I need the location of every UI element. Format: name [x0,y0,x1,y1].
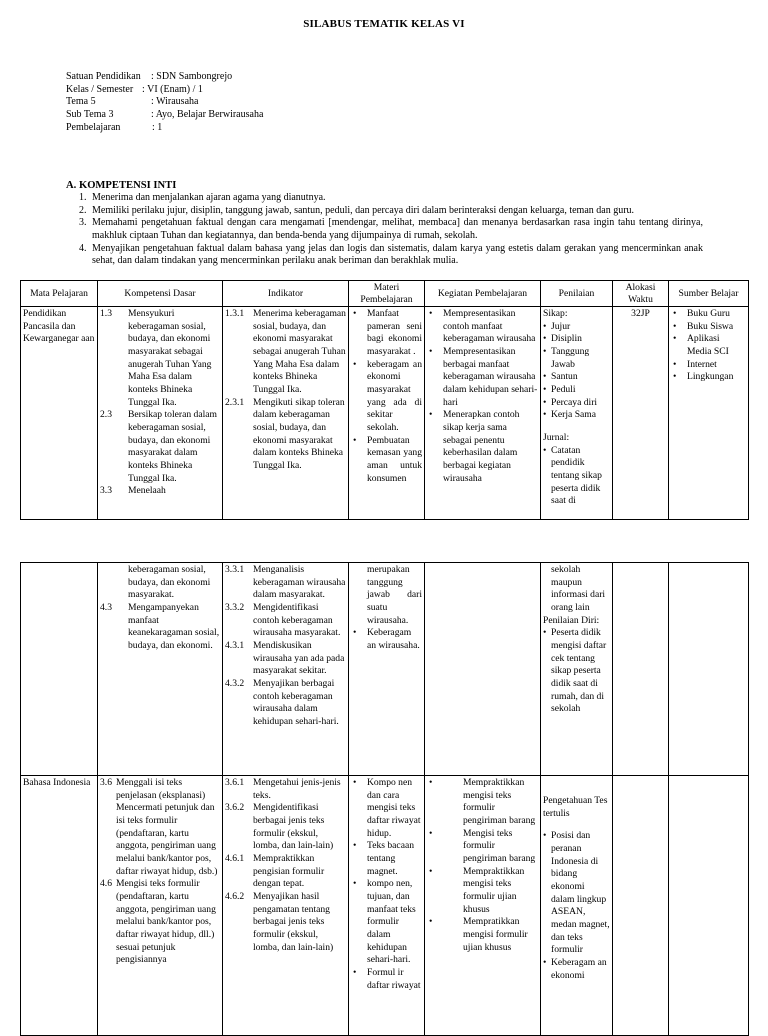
col-header-penilaian: Penilaian [541,281,613,307]
indikator-num: 1.3.1 [225,308,245,319]
mapel-text: Pendidikan Pancasila dan Kewarganegar aan [23,308,95,345]
kd-item [100,409,220,485]
ki-item [79,217,703,242]
indikator-item [225,853,346,891]
cell-alokasi [613,307,669,520]
indikator-item [225,308,346,397]
cell-kd [98,563,223,776]
kd-item [100,308,220,409]
ki-num: 2. [79,204,87,216]
identity-value: : Wirausaha [151,96,199,108]
col-header-kegiatan: Kegiatan Pembelajaran [425,281,541,307]
kd-text: keberagaman sosial, budaya, dan ekonomi masyarakat. [128,564,211,601]
penilaian-item: • Santun [543,371,610,384]
cell-sumber [669,307,749,520]
indikator-text: Menganalisis keberagaman wirausaha dalam masyarakat. [253,564,346,601]
indikator-num: 4.3.2 [225,677,245,689]
kd-num: 4.6 [100,878,112,890]
materi-item: • Manfaat pameran seni bagi ekonomi masyarakat . [351,308,422,359]
cell-penilaian [541,776,613,1036]
indikator-text: Menyajikan hasil pengamatan tentang berbagai jenis teks formulir (ekskul, lomba, dan lain-lain) [253,890,334,953]
col-header-mapel: Mata Pelajaran [21,281,98,307]
identity-label: Sub Tema 3 [66,109,114,121]
kd-item [100,485,220,498]
indikator-num: 4.6.2 [225,890,245,902]
indikator-num: 2.3.1 [225,396,245,408]
penilaian-item: • Posisi dan peranan Indonesia di bidang ekonomi dalam lingkup ASEAN, medan magnet, dan teks formulir [543,830,610,957]
identity-value: : SDN Sambongrejo [151,71,233,82]
indikator-text: Mendiskusikan wirausaha yan ada pada masyarakat sekitar. [253,639,345,677]
ki-text: Menyajikan pengetahuan faktual dalam bahasa yang jelas dan logis dan sistematis, dalam karya yang estetis dalam gerakan yang mencerminkan anak sehat, dan dalam tindakan yang mencerminkan perilaku anak beriman dan berakhlak mulia. [92,242,703,267]
identity-value: : Ayo, Belajar Berwirausaha [151,109,264,121]
indikator-num: 3.6.2 [225,802,245,814]
mapel-text: Bahasa Indonesia [23,777,91,788]
materi-item: • Pembuatan kemasan yang aman untuk konsumen [351,435,422,486]
penilaian-item: • Kerja Sama [543,409,610,422]
kegiatan-item: • Menerapkan contoh sikap kerja sama sebagai penentu keberhasilan dalam berbagai kegiatan wirausaha [427,409,538,485]
materi-item: • Kompo nen dan cara mengisi teks daftar riwayat hidup. [351,777,422,840]
indikator-item [225,891,346,954]
penilaian-item [543,445,610,508]
penilaian-text: Catatan pendidik tentang sikap peserta didik saat di [551,444,602,507]
ki-num: 3. [79,217,87,229]
cell-penilaian [541,563,613,776]
ki-text: Memahami pengetahuan faktual dengan cara mengamati [mendengar, melihat, membaca] dan menanya berdasarkan rasa ingin tahu tentang dirinya, makhluk ciptaan Tuhan dan kegiatannya, dan benda-benda yang dijumpainya di rumah, sekolah. [92,217,703,242]
materi-item: • keberagam an ekonomi masyarakat yang ada di sekitar sekolah. [351,359,422,435]
cell-materi [349,307,425,520]
ki-num: 4. [79,242,87,254]
indikator-text: Mengikuti sikap toleran dalam keberagaman sosial, budaya, dan ekonomi masyarakat dalam konteks Bhineka Tunggal Ika. [253,396,345,471]
col-header-kd: Kompetensi Dasar [98,281,223,307]
syllabus-table-page-2 [20,562,749,1036]
kd-text: Menggali isi teks penjelasan (eksplanasi) Mencermati petunjuk dan isi teks formulir (pendaftaran, kartu anggota, pengiriman uang melalui bank/kantor pos, daftar riwayat hidup, dsb.) [116,777,218,877]
kd-item [100,777,220,878]
kegiatan-item: • Mempraktikkan mengisi teks formulir pengiriman barang [427,777,538,828]
materi-item: • Keberagam an wirausaha. [351,627,422,652]
penilaian-item: • Peserta didik mengisi daftar cek tentang sikap peserta didik saat di rumah, dan di sekolah [543,627,610,716]
indikator-num: 4.3.1 [225,639,245,651]
table-row [21,307,749,520]
penilaian-item: • Tanggung Jawab [543,346,610,371]
materi-item: • Teks bacaan tentang magnet. [351,840,422,878]
section-heading-ki: A. KOMPETENSI INTI [66,180,177,191]
indikator-item [225,397,346,473]
identity-label: Tema 5 [66,96,96,108]
indikator-text: Mengidentifikasi berbagai jenis teks formulir (ekskul, lomba, dan lain-lain) [253,802,334,852]
penilaian-label: Penilaian Diri: [543,614,600,626]
identity-label: Kelas / Semester [66,83,134,95]
sumber-item: • Buku Siswa [671,321,746,334]
cell-materi [349,776,425,1036]
ki-text: Menerima dan menjalankan ajaran agama yang dianutnya. [92,192,326,203]
kd-num: 3.6 [100,777,112,788]
cell-indikator [223,307,349,520]
sumber-item: • Buku Guru [671,308,746,321]
penilaian-label: Sikap: [543,308,568,319]
materi-item: • kompo nen, tujuan, dan manfaat teks formulir dalam kehidupan sehari-hari. [351,878,422,967]
ki-item [79,192,703,205]
cell-kd [98,776,223,1036]
col-header-indikator: Indikator [223,281,349,307]
cell-indikator [223,776,349,1036]
penilaian-item: • Peduli [543,384,610,397]
indikator-num: 3.6.1 [225,777,245,788]
table-header-row [21,281,749,307]
kegiatan-item: • Mempresentasikan berbagai manfaat keberagaman wirausaha dalam kehidupan sehari-hari [427,346,538,409]
indikator-text: Menerima keberagaman sosial, budaya, dan ekonomi masyarakat sebagai anugerah Tuhan Yang Maha Esa dalam konteks Bhineka Tunggal Ika. [253,308,346,395]
col-header-alokasi: Alokasi Waktu [613,281,669,307]
indikator-item [225,564,346,602]
kd-num: 1.3 [100,308,112,319]
identity-value: : VI (Enam) / 1 [142,83,203,95]
kd-num: 3.3 [100,485,112,497]
identity-label: Satuan Pendidikan [66,71,141,82]
kd-item [100,878,220,967]
indikator-text: Mengidentifikasi contoh keberagaman wirausaha masyarakat. [253,601,341,639]
indikator-text: Mengetahui jenis-jenis teks. [253,777,341,801]
indikator-item [225,678,346,729]
materi-item: • Formul ir daftar riwayat [351,967,422,992]
cell-kd [98,307,223,520]
kd-text: Bersikap toleran dalam keberagaman sosial, budaya, dan ekonomi masyarakat dalam konteks Bhineka Tunggal Ika. [128,409,217,484]
col-header-sumber: Sumber Belajar [669,281,749,307]
kd-text: Mengisi teks formulir (pendaftaran, kartu anggota, pengiriman uang melalui bank/kantor pos, daftar riwayat hidup, dll.) sesuai petunjuk pengisiannya [116,878,216,966]
indikator-num: 3.3.1 [225,564,245,575]
kegiatan-item: • Mempratikkan mengisi formulir ujian khusus [427,916,538,954]
cell-kegiatan [425,563,541,776]
kd-item [100,602,220,653]
table-row [21,563,749,776]
kd-text: Mengampanyekan manfaat keanekaragaman sosial, budaya, dan ekonomi. [128,601,220,651]
penilaian-item: • Percaya diri [543,397,610,410]
sumber-item: • Internet [671,359,746,372]
indikator-text: Mempraktikkan pengisian formulir dengan tepat. [253,852,325,890]
cell-alokasi [613,776,669,1036]
col-header-materi: Materi Pembelajaran [349,281,425,307]
ki-item [79,205,703,218]
indikator-num: 4.6.1 [225,852,245,864]
cell-mapel [21,563,98,776]
identity-value: : 1 [152,121,163,133]
penilaian-item: • Disiplin [543,333,610,346]
penilaian-text: sekolah maupun informasi dari orang lain [551,564,606,613]
kegiatan-item: • Mengisi teks formulir pengiriman barang [427,828,538,866]
table-row [21,776,749,1036]
indikator-item [225,640,346,678]
kegiatan-item: • Mempresentasikan contoh manfaat keberagaman wirausaha [427,308,538,346]
indikator-num: 3.3.2 [225,601,245,613]
cell-indikator [223,563,349,776]
page-title: SILABUS TEMATIK KELAS VI [303,18,465,30]
cell-sumber [669,563,749,776]
penilaian-item: • Keberagam an ekonomi [543,957,610,982]
penilaian-item: • Jujur [543,321,610,334]
alokasi-text: 32JP [631,308,650,319]
kd-num: 4.3 [100,601,112,613]
ki-num: 1. [79,192,87,203]
kd-num: 2.3 [100,409,112,421]
cell-penilaian [541,307,613,520]
ki-item [79,243,703,268]
indikator-item [225,802,346,853]
sumber-item: • Lingkungan [671,371,746,384]
indikator-item [225,602,346,640]
ki-list [79,192,703,268]
cell-sumber [669,776,749,1036]
cell-materi [349,563,425,776]
cell-mapel [21,307,98,520]
ki-text: Memiliki perilaku jujur, disiplin, tanggung jawab, santun, peduli, dan percaya diri dalam berinteraksi dengan keluarga, teman dan guru. [92,204,635,216]
sumber-item: • Aplikasi Media SCI [671,333,746,358]
syllabus-table-page-1 [20,280,749,520]
kd-text: Mensyukuri keberagaman sosial, budaya, dan ekonomi masyarakat sebagai anugerah Tuhan Yang Maha Esa dalam konteks Bhineka Tunggal Ika. [128,308,212,408]
kegiatan-item: • Mempraktikkan mengisi teks formulir ujian khusus [427,866,538,917]
cell-alokasi [613,563,669,776]
kd-text: Menelaah [128,485,166,497]
indikator-text: Menyajikan berbagai contoh keberagaman wirausaha dalam kehidupan sehari-hari. [253,677,339,727]
materi-text: merupakan tanggung jawab dari suatu wirausaha. [367,564,422,626]
penilaian-label: Pengetahuan Tes tertulis [543,795,608,819]
cell-mapel [21,776,98,1036]
cell-kegiatan [425,307,541,520]
indikator-item [225,777,346,802]
identity-label: Pembelajaran [66,121,121,133]
penilaian-label: Jurnal: [543,431,570,443]
cell-kegiatan [425,776,541,1036]
